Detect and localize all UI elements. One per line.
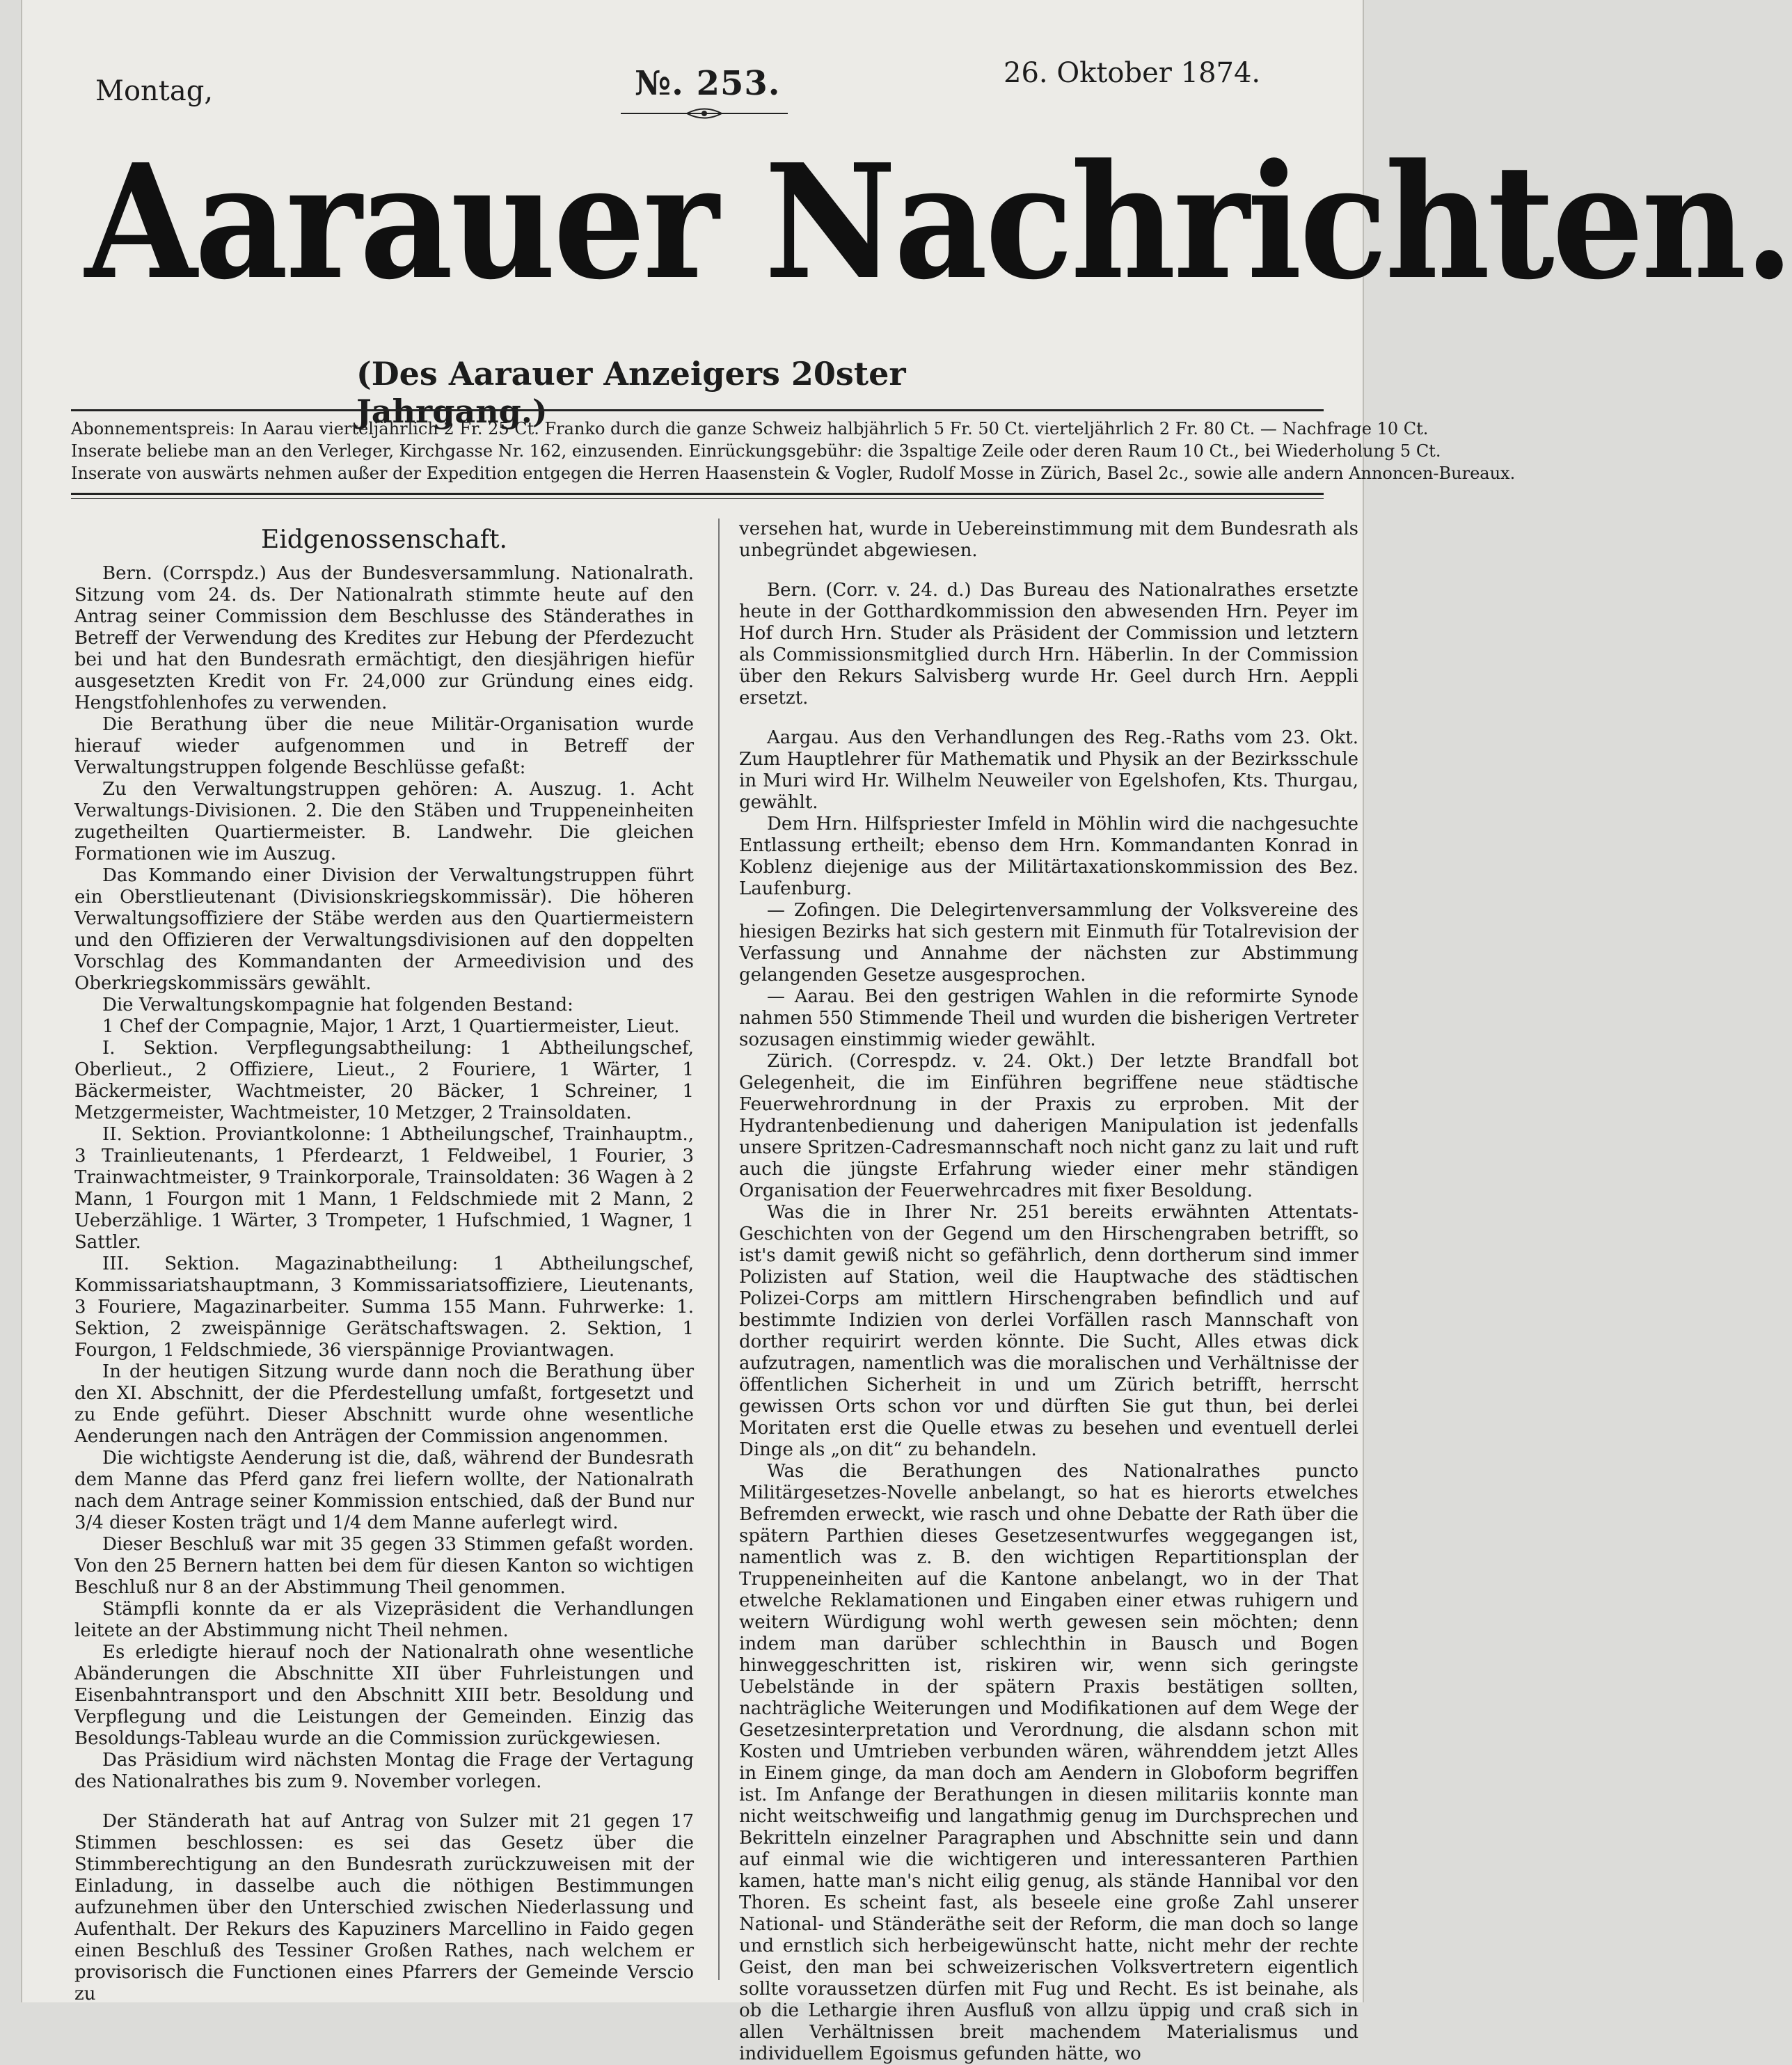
column-divider xyxy=(718,519,720,1980)
article-paragraph: I. Sektion. Verpflegungsabtheilung: 1 Abtheilungschef, Oberlieut., 2 Offiziere, Lieut., 2 Fouriere, 1 Wärter, 1 Bäckermeister, Wachtmeister, 20 Bäcker, 1 Schreiner, 1 Metzgermeister, Wachtmeister, 10 Metzger, 2 Trainsoldaten. xyxy=(74,1038,694,1123)
article-paragraph: — Zofingen. Die Delegirtenversammlung der Volksvereine des hiesigen Bezirks hat sich gestern mit Einmuth für Totalrevision der Verfassung und Annahme der nächsten zur Abstimmung gelangenden Gesetze ausgesprochen. xyxy=(739,900,1358,986)
paragraph-gap xyxy=(74,1793,694,1811)
terms-line: Inserate beliebe man an den Verleger, Kirchgasse Nr. 162, einzusenden. Einrückungsgebühr: die 3spaltige Zeile oder deren Raum 10 Ct., bei Wiederholung 5 Ct. xyxy=(71,441,1441,461)
weekday: Montag, xyxy=(95,75,214,107)
article-paragraph: Bern. (Corr. v. 24. d.) Das Bureau des Nationalrathes ersetzte heute in der Gotthardkommission den abwesenden Hrn. Peyer im Hof durch Hrn. Studer als Präsident der Commission und letztern als Commissionsmitglied durch Hrn. Häberlin. In der Commission über den Rekurs Salvisberg wurde Hr. Geel durch Hrn. Aeppli ersetzt. xyxy=(739,580,1358,709)
subscription-terms xyxy=(71,418,1516,484)
article-paragraph: Dem Hrn. Hilfspriester Imfeld in Möhlin wird die nachgesuchte Entlassung ertheilt; ebenso dem Hrn. Kommandanten Konrad in Koblenz diejenige aus der Militärtaxationskommission des Bez. Laufenburg. xyxy=(739,814,1358,899)
article-paragraph: Stämpfli konnte da er als Vizepräsident die Verhandlungen leitete an der Abstimmung nicht Theil nehmen. xyxy=(74,1599,694,1641)
article-paragraph: Was die in Ihrer Nr. 251 bereits erwähnten Attentats-Geschichten von der Gegend um den Hirschengraben betrifft, so ist's damit gewiß nicht so gefährlich, denn dortherum sind immer Polizisten auf Station, weil die Hauptwache des städtischen Polizei-Corps am mittlern Hirschengraben befindlich und auf bestimmte Indizien von derlei Vorfällen rasch Mannschaft von dorther requirirt werden könnte. Die Sucht, Alles etwas dick aufzutragen, namentlich was die moralischen und Verhältnisse der öffentlichen Sicherheit in und um Zürich betrifft, herrscht gewissen Orts schon vor und dürften Sie gut thun, bei derlei Moritaten erst die Quelle etwas zu besehen und eventuell derlei Dinge als „on dit“ zu behandeln. xyxy=(739,1202,1358,1460)
article-paragraph: In der heutigen Sitzung wurde dann noch die Berathung über den XI. Abschnitt, der die Pferdestellung umfaßt, fortgesetzt und zu Ende geführt. Dieser Abschnitt wurde ohne wesentliche Aenderungen nach den Anträgen der Commission angenommen. xyxy=(74,1361,694,1447)
article-paragraph: Aargau. Aus den Verhandlungen des Reg.-Raths vom 23. Okt. Zum Hauptlehrer für Mathematik und Physik an der Bezirksschule in Muri wird Hr. Wilhelm Neuweiler von Egelshofen, Kts. Thurgau, gewählt. xyxy=(739,727,1358,813)
article-paragraph: 1 Chef der Compagnie, Major, 1 Arzt, 1 Quartiermeister, Lieut. xyxy=(102,1016,680,1037)
issue-date: 26. Oktober 1874. xyxy=(1004,57,1261,89)
article-paragraph: Die wichtigste Aenderung ist die, daß, während der Bundesrath dem Manne das Pferd ganz frei liefern wollte, der Nationalrath nach dem Antrage seiner Kommission entschied, daß der Bund nur 3/4 dieser Kosten trägt und 1/4 dem Manne auferlegt wird. xyxy=(74,1448,694,1533)
article-paragraph: Das Kommando einer Division der Verwaltungstruppen führt ein Oberstlieutenant (Divisionskriegskommissär). Die höheren Verwaltungsoffiziere der Stäbe werden aus den Quartiermeistern und den Offizieren der Verwaltungsdivisionen auf den doppelten Vorschlag des Kommandanten der Armeedivision und des Oberkriegskommissärs gewählt. xyxy=(74,865,694,994)
ornament-flourish xyxy=(621,104,788,122)
article-paragraph: Die Berathung über die neue Militär-Organisation wurde hierauf wieder aufgenommen und in Betreff der Verwaltungstruppen folgende Beschlüsse gefaßt: xyxy=(74,714,694,778)
issue-number: №. 253. xyxy=(635,64,781,103)
article-paragraph: — Aarau. Bei den gestrigen Wahlen in die reformirte Synode nahmen 550 Stimmende Theil und wurden die bisherigen Vertreter sozusagen einstimmig wieder gewählt. xyxy=(739,986,1358,1050)
header-rule-bottom xyxy=(71,493,1324,495)
section-heading: Eidgenossenschaft. xyxy=(260,525,507,554)
paragraph-gap xyxy=(739,709,1358,727)
article-paragraph: Es erledigte hierauf noch der Nationalrath ohne wesentliche Abänderungen die Abschnitte XII über Fuhrleistungen und Eisenbahntransport und den Abschnitt XIII betr. Besoldung und Verpflegung und die Leistungen der Gemeinden. Einzig das Besoldungs-Tableau wurde an die Commission zurückgewiesen. xyxy=(74,1642,694,1749)
article-paragraph: Was die Berathungen des Nationalrathes puncto Militärgesetzes-Novelle anbelangt, so hat es hierorts etwelches Befremden erweckt, wie rasch und ohne Debatte der Rath über die spätern Parthien dieses Gesetzesentwurfes weggegangen ist, namentlich was z. B. den wichtigen Repartitionsplan der Truppeneinheiten auf die Kantone anbelangt, wo in der That etwelche Reklamationen und Eingaben einer etwas ruhigern und weitern Würdigung wohl werth gewesen sein möchten; denn indem man darüber schlechthin in Bausch und Bogen hinweggeschritten ist, riskiren wir, wenn sich geringste Uebelstände in der spätern Praxis bestätigen sollten, nachträgliche Weiterungen und Modifikationen auf dem Wege der Gesetzesinterpretation und Verordnung, die alsdann schon mit Kosten und Umtrieben verbunden wären, währenddem jetzt Alles in Einem ginge, da man doch am Aendern in Globoform begriffen ist. Im Anfange der Berathungen in diesen militariis konnte man nicht weitschweifig und langathmig genug im Durchsprechen und Bekritteln einzelner Paragraphen und Abschnitte sein und dann auf einmal wie die wichtigeren und interessanteren Parthien kamen, hatte man's nicht eilig genug, als stände Hannibal vor den Thoren. Es scheint fast, als beseele eine große Zahl unserer National- und Ständeräthe seit der Reform, die man doch so lange und ernstlich sich herbeigewünscht hatte, nicht mehr der rechte Geist, den man bei schweizerischen Volksvertretern eigentlich sollte voraussetzen dürfen mit Fug und Recht. Es ist beinahe, als ob die Lethargie ihren Ausfluß von allzu üppig und craß sich in allen Verhältnissen breit machendem Materialismus und individuellem Egoismus gefunden hätte, wo xyxy=(739,1461,1358,2064)
article-paragraph: Zu den Verwaltungstruppen gehören: A. Auszug. 1. Acht Verwaltungs-Divisionen. 2. Die den Stäben und Truppeneinheiten zugetheilten Quartiermeister. B. Landwehr. Die gleichen Formationen wie im Auszug. xyxy=(74,779,694,864)
terms-line: Inserate von auswärts nehmen außer der Expedition entgegen die Herren Haasenstein & Vogler, Rudolf Mosse in Zürich, Basel 2c., sowie alle andern Annoncen-Bureaux. xyxy=(71,464,1516,483)
masthead-subtitle: (Des Aarauer Anzeigers 20ster Jahrgang.) xyxy=(356,355,906,430)
right-column xyxy=(739,519,1358,2065)
left-column xyxy=(74,525,694,2005)
article-paragraph: Zürich. (Correspdz. v. 24. Okt.) Der letzte Brandfall bot Gelegenheit, die im Einführen begriffene neue städtische Feuerwehrordnung in der Praxis zu erproben. Mit der Hydrantenbedienung und daherigen Manipulation ist jedenfalls unsere Spritzen-Cadresmannschaft noch nicht ganz zu lait und ruft auch die jüngste Erfahrung wieder einer mehr ständigen Organisation der Feuerwehrcadres mit fixer Besoldung. xyxy=(739,1051,1358,1201)
article-paragraph: Die Verwaltungskompagnie hat folgenden Bestand: xyxy=(102,995,573,1015)
header-rule-top xyxy=(71,409,1324,411)
terms-line: Abonnementspreis: In Aarau vierteljährlich 2 Fr. 25 Ct. Franko durch die ganze Schweiz halbjährlich 5 Fr. 50 Ct. vierteljährlich 2 Fr. 80 Ct. — Nachfrage 10 Ct. xyxy=(71,419,1429,438)
article-paragraph: III. Sektion. Magazinabtheilung: 1 Abtheilungschef, Kommissariatshauptmann, 3 Kommissariatsoffiziere, Lieutenants, 3 Fouriere, Magazinarbeiter. Summa 155 Mann. Fuhrwerke: 1. Sektion, 2 zweispännige Gerätschaftswagen. 2. Sektion, 1 Fourgon, 1 Feldschmiede, 36 vierspännige Proviantwagen. xyxy=(74,1253,694,1361)
header-rule-thin xyxy=(71,498,1324,499)
paragraph-gap xyxy=(739,562,1358,580)
article-paragraph: Bern. (Corrspdz.) Aus der Bundesversammlung. Nationalrath. Sitzung vom 24. ds. Der Nationalrath stimmte heute auf den Antrag seiner Commission dem Beschlusse des Ständerathes in Betreff der Verwendung des Kredites zur Hebung der Pferdezucht bei und hat den Bundesrath ermächtigt, den diesjährigen hiefür ausgesetzten Kredit von Fr. 24,000 zur Gründung eines eidg. Hengstfohlenhofes zu verwenden. xyxy=(74,563,694,713)
article-paragraph: Das Präsidium wird nächsten Montag die Frage der Vertagung des Nationalrathes bis zum 9. November vorlegen. xyxy=(74,1750,694,1792)
article-paragraph: versehen hat, wurde in Uebereinstimmung mit dem Bundesrath als unbegründet abgewiesen. xyxy=(739,519,1358,561)
article-paragraph: II. Sektion. Proviantkolonne: 1 Abtheilungschef, Trainhauptm., 3 Trainlieutenants, 1 Pferdearzt, 1 Feldweibel, 1 Fourier, 3 Trainwachtmeister, 9 Trainkorporale, Trainsoldaten: 36 Wagen à 2 Mann, 1 Fourgon mit 1 Mann, 1 Feldschmiede mit 2 Mann, 2 Ueberzählige. 1 Wärter, 3 Trompeter, 1 Hufschmied, 1 Wagner, 1 Sattler. xyxy=(74,1124,694,1253)
article-paragraph: Der Ständerath hat auf Antrag von Sulzer mit 21 gegen 17 Stimmen beschlossen: es sei das Gesetz über die Stimmberechtigung an den Bundesrath zurückzuweisen mit der Einladung, in dasselbe auch die nöthigen Bestimmungen aufzunehmen über den Unterschied zwischen Niederlassung und Aufenthalt. Der Rekurs des Kapuziners Marcellino in Faido gegen einen Beschluß des Tessiner Großen Rathes, nach welchem er provisorisch die Functionen eines Pfarrers der Gemeinde Verscio zu xyxy=(74,1811,694,2004)
masthead-title: Aarauer Nachrichten. xyxy=(85,130,1792,315)
article-paragraph: Dieser Beschluß war mit 35 gegen 33 Stimmen gefaßt worden. Von den 25 Bernern hatten bei dem für diesen Kanton so wichtigen Beschluß nur 8 an der Abstimmung Theil genommen. xyxy=(74,1534,694,1598)
newspaper-page xyxy=(21,0,1792,2064)
